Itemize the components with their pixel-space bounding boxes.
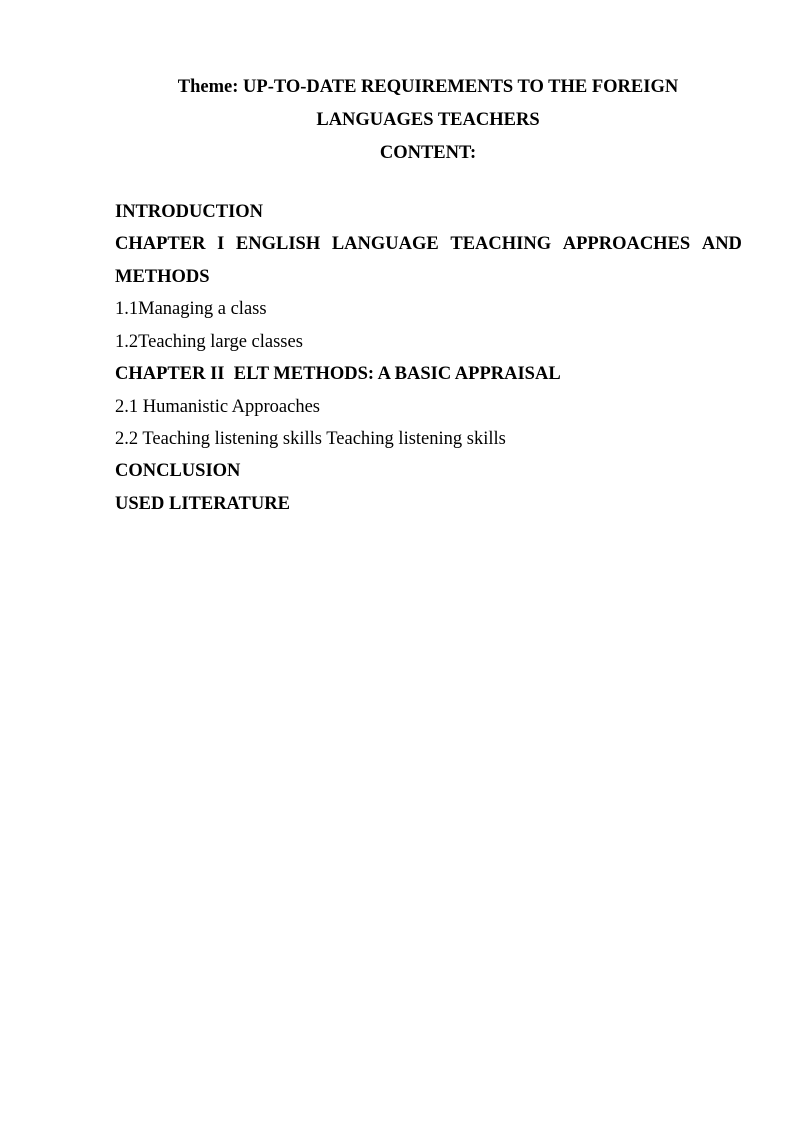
theme-title-line-1: Theme: UP-TO-DATE REQUIREMENTS TO THE FOREIGN — [177, 77, 679, 97]
theme-title-line-2: LANGUAGES TEACHERS — [316, 110, 540, 130]
toc-section-1-1: 1.1Managing a class — [115, 299, 267, 319]
chapter-1-word: LANGUAGE — [331, 234, 439, 254]
toc-section-2-1: 2.1 Humanistic Approaches — [115, 397, 320, 417]
toc-introduction: INTRODUCTION — [115, 202, 264, 222]
chapter-1-word: ENGLISH — [235, 234, 321, 254]
toc-section-1-2: 1.2Teaching large classes — [115, 332, 303, 352]
chapter-1-word: I — [217, 234, 225, 254]
content-heading: CONTENT: — [379, 143, 477, 163]
toc-chapter-1-line-2: METHODS — [115, 267, 210, 287]
chapter-1-word: TEACHING — [450, 234, 552, 254]
chapter-1-word: APPROACHES — [562, 234, 691, 254]
toc-chapter-2: CHAPTER II ELT METHODS: A BASIC APPRAISAL — [115, 364, 561, 384]
chapter-1-word: CHAPTER — [115, 234, 206, 254]
toc-section-2-2: 2.2 Teaching listening skills Teaching listening skills — [115, 429, 506, 449]
toc-conclusion: CONCLUSION — [115, 461, 241, 481]
toc-chapter-1-line-1 — [115, 233, 742, 255]
chapter-1-word: AND — [701, 234, 742, 254]
toc-used-literature: USED LITERATURE — [115, 494, 290, 514]
